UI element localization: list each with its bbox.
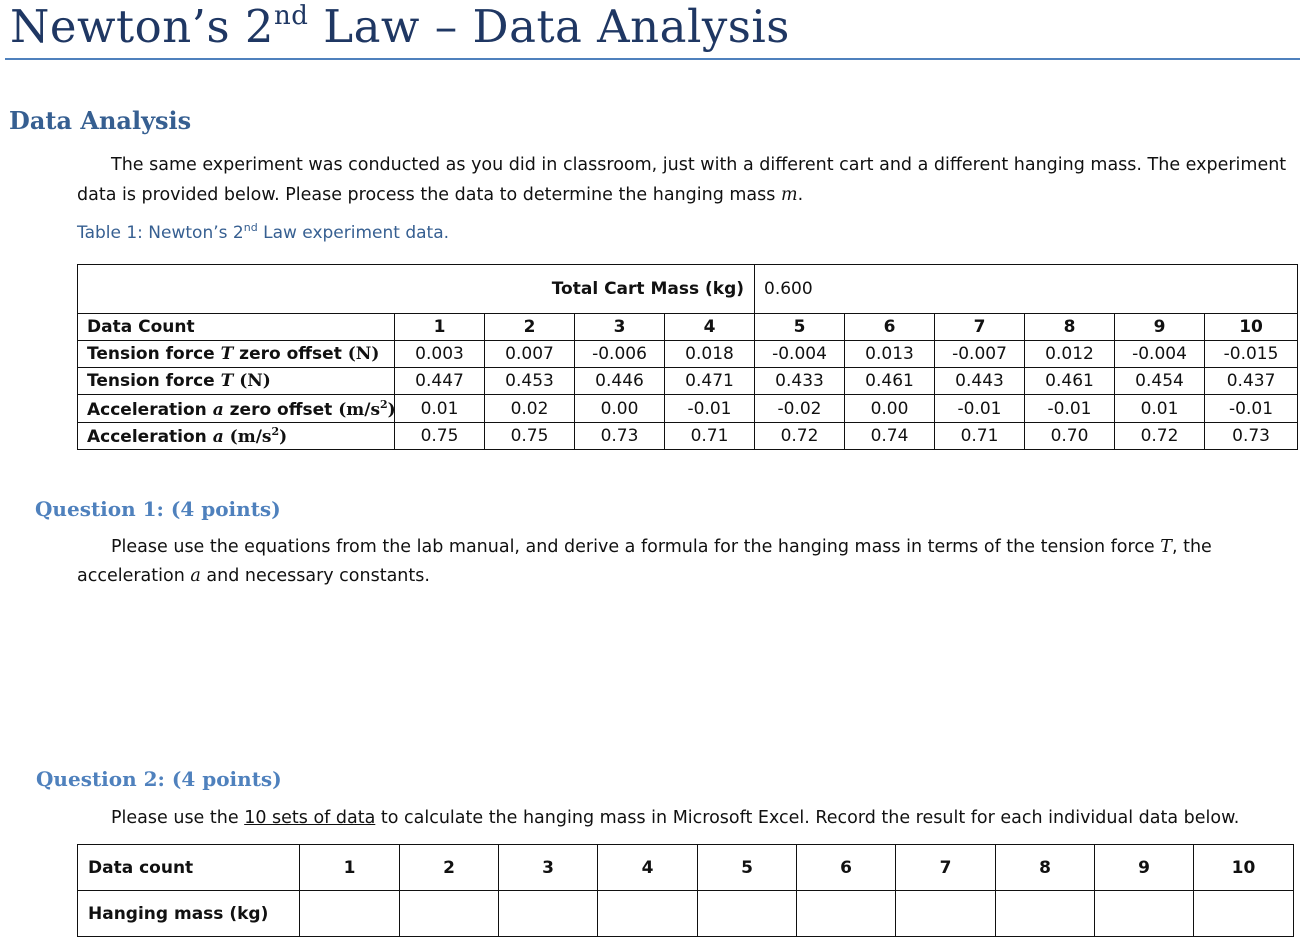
- data-count-label: Data Count: [78, 314, 395, 341]
- value-cell: 0.01: [1115, 395, 1205, 423]
- count-cell: 5: [755, 314, 845, 341]
- value-cell: 0.74: [845, 423, 935, 450]
- hanging-mass-table: [77, 844, 1294, 937]
- count-cell: 2: [400, 845, 499, 891]
- cart-mass-value-cell: 0.600: [755, 265, 1298, 314]
- count-cell: 7: [935, 314, 1025, 341]
- value-cell: 0.454: [1115, 368, 1205, 395]
- question-2-heading: Question 2: (4 points): [36, 767, 282, 791]
- acceleration-offset-row: [78, 395, 1298, 423]
- count-cell: 4: [598, 845, 698, 891]
- data-count-row: [78, 314, 1298, 341]
- mass-input-cell[interactable]: [698, 891, 797, 937]
- value-cell: 0.01: [395, 395, 485, 423]
- row-label: Acceleration a zero offset $(m/s^2)$: [78, 395, 395, 423]
- value-cell: -0.01: [935, 395, 1025, 423]
- cart-mass-row: [78, 265, 1298, 314]
- hanging-mass-label: Hanging mass (kg): [78, 891, 300, 937]
- value-cell: 0.446: [575, 368, 665, 395]
- tension-row: [78, 368, 1298, 395]
- value-cell: 0.72: [755, 423, 845, 450]
- intro-paragraph: The same experiment was conducted as you did in classroom, just with a different cart and a different hanging mass. The experiment data is provided below. Please process the data to determine the hanging mass m.: [77, 155, 1287, 205]
- hanging-mass-row: [78, 891, 1294, 937]
- row-label: Acceleration a $(m/s^2)$: [78, 423, 395, 450]
- value-cell: 0.02: [485, 395, 575, 423]
- count-cell: 6: [845, 314, 935, 341]
- value-cell: -0.01: [1205, 395, 1298, 423]
- document-title: Newton’s 2nd Law – Data Analysis: [10, 0, 790, 53]
- cart-mass-label-cell: Total Cart Mass (kg): [78, 265, 755, 314]
- count-cell: 10: [1194, 845, 1294, 891]
- value-cell: 0.443: [935, 368, 1025, 395]
- count-cell: 1: [395, 314, 485, 341]
- data-count-label: Data count: [78, 845, 300, 891]
- value-cell: 0.447: [395, 368, 485, 395]
- count-cell: 6: [797, 845, 896, 891]
- value-cell: -0.004: [755, 341, 845, 368]
- value-cell: -0.01: [665, 395, 755, 423]
- value-cell: 0.71: [935, 423, 1025, 450]
- mass-input-cell[interactable]: [1095, 891, 1194, 937]
- count-cell: 5: [698, 845, 797, 891]
- value-cell: 0.00: [575, 395, 665, 423]
- value-cell: 0.003: [395, 341, 485, 368]
- tension-offset-row: [78, 341, 1298, 368]
- count-cell: 10: [1205, 314, 1298, 341]
- row-label: Tension force T (N): [78, 368, 395, 395]
- value-cell: 0.75: [485, 423, 575, 450]
- value-cell: 0.72: [1115, 423, 1205, 450]
- value-cell: 0.73: [575, 423, 665, 450]
- count-cell: 3: [499, 845, 598, 891]
- mass-input-cell[interactable]: [598, 891, 698, 937]
- value-cell: -0.004: [1115, 341, 1205, 368]
- question-1-heading: Question 1: (4 points): [35, 497, 281, 521]
- value-cell: 0.71: [665, 423, 755, 450]
- value-cell: -0.02: [755, 395, 845, 423]
- value-cell: 0.70: [1025, 423, 1115, 450]
- experiment-data-table: [77, 264, 1298, 450]
- section-heading: Data Analysis: [9, 106, 192, 135]
- mass-input-cell[interactable]: [797, 891, 896, 937]
- count-cell: 7: [896, 845, 996, 891]
- value-cell: 0.75: [395, 423, 485, 450]
- count-cell: 8: [996, 845, 1095, 891]
- data-count-row: [78, 845, 1294, 891]
- value-cell: 0.73: [1205, 423, 1298, 450]
- count-cell: 8: [1025, 314, 1115, 341]
- value-cell: 0.00: [845, 395, 935, 423]
- count-cell: 4: [665, 314, 755, 341]
- mass-input-cell[interactable]: [499, 891, 598, 937]
- value-cell: 0.453: [485, 368, 575, 395]
- value-cell: -0.01: [1025, 395, 1115, 423]
- count-cell: 1: [300, 845, 400, 891]
- mass-input-cell[interactable]: [896, 891, 996, 937]
- value-cell: 0.433: [755, 368, 845, 395]
- value-cell: 0.437: [1205, 368, 1298, 395]
- acceleration-row: [78, 423, 1298, 450]
- mass-input-cell[interactable]: [400, 891, 499, 937]
- value-cell: -0.015: [1205, 341, 1298, 368]
- title-underline: [5, 58, 1300, 60]
- value-cell: 0.461: [845, 368, 935, 395]
- value-cell: 0.013: [845, 341, 935, 368]
- mass-input-cell[interactable]: [1194, 891, 1294, 937]
- row-label: Tension force T zero offset (N): [78, 341, 395, 368]
- value-cell: 0.018: [665, 341, 755, 368]
- mass-input-cell[interactable]: [996, 891, 1095, 937]
- count-cell: 3: [575, 314, 665, 341]
- table-caption: Table 1: Newton’s 2nd Law experiment data.: [77, 221, 450, 243]
- value-cell: 0.461: [1025, 368, 1115, 395]
- question-2-text: Please use the 10 sets of data to calculate the hanging mass in Microsoft Excel. Record the result for each individual data below.: [111, 808, 1240, 828]
- question-1-text: Please use the equations from the lab manual, and derive a formula for the hanging mass in terms of the tension force T, the acceleration a and necessary constants.: [77, 537, 1212, 586]
- count-cell: 9: [1115, 314, 1205, 341]
- count-cell: 2: [485, 314, 575, 341]
- count-cell: 9: [1095, 845, 1194, 891]
- value-cell: 0.471: [665, 368, 755, 395]
- value-cell: 0.007: [485, 341, 575, 368]
- value-cell: 0.012: [1025, 341, 1115, 368]
- mass-input-cell[interactable]: [300, 891, 400, 937]
- value-cell: -0.006: [575, 341, 665, 368]
- value-cell: -0.007: [935, 341, 1025, 368]
